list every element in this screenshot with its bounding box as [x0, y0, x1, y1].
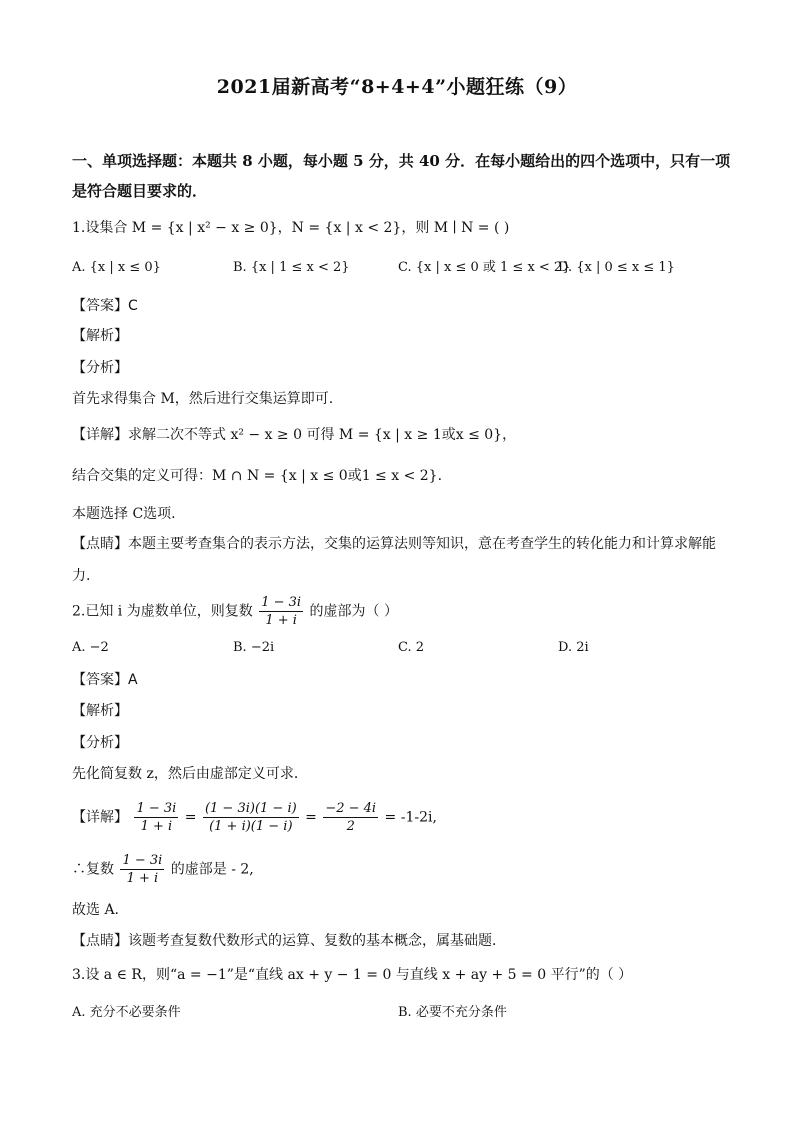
q1-detail: 【详解】求解二次不等式 x² − x ≥ 0 可得 M = {x | x ≥ 1或x ≤ 0}， — [72, 427, 517, 443]
fraction-denominator: 1 + i — [140, 819, 173, 834]
q2-detail-label: 【详解】 — [72, 809, 128, 826]
q1-fenxi-label: 【分析】 — [72, 360, 128, 376]
q2-fenxi-text: 先化简复数 z，然后由虚部定义可求． — [72, 766, 308, 782]
fraction-numerator: (1 − 3i)(1 − i) — [204, 801, 297, 816]
q2-stem-post: 的虚部为（ ） — [309, 603, 398, 620]
fraction-denominator: (1 + i)(1 − i) — [209, 819, 293, 834]
q1-jiexi-label: 【解析】 — [72, 328, 128, 344]
q1-answer: 【答案】C — [72, 298, 138, 314]
q2-therefore — [72, 852, 254, 887]
q2-therefore-pre: ∴复数 — [72, 861, 114, 878]
q2-dianjing: 【点睛】该题考查复数代数形式的运算、复数的基本概念，属基础题． — [72, 933, 506, 949]
q2-detail — [72, 800, 437, 835]
q1-option-c: C. {x | x ≤ 0 或 1 ≤ x < 2} — [398, 260, 571, 275]
q1-dianjing-2: 力. — [72, 568, 91, 584]
fraction-denominator: 1 + i — [126, 871, 159, 886]
q3-option-a: A. 充分不必要条件 — [72, 1005, 181, 1020]
equals-sign: = — [305, 809, 317, 826]
page-title: 2021届新高考“8+4+4”小题狂练（9） — [216, 76, 578, 98]
q1-option-a: A. {x | x ≤ 0} — [72, 260, 161, 275]
fraction-numerator: 1 − 3i — [261, 595, 302, 610]
question-2-stem — [72, 594, 398, 629]
q2-option-c: C. 2 — [398, 640, 425, 655]
question-1-stem: 1.设集合 M = {x | x² − x ≥ 0}，N = {x | x < 2}，则 M ∣ N = ( ) — [72, 220, 510, 236]
q3-option-b: B. 必要不充分条件 — [398, 1005, 507, 1020]
q2-therefore-fraction — [120, 852, 164, 887]
q2-detail-fraction-2 — [203, 800, 299, 835]
q1-fenxi-text: 首先求得集合 M，然后进行交集运算即可. — [72, 391, 334, 407]
q2-answer: 【答案】A — [72, 672, 138, 688]
q2-stem-fraction — [259, 594, 303, 629]
question-3-stem: 3.设 a ∈ R，则“a = −1”是“直线 ax + y − 1 = 0 与直线 x + ay + 5 = 0 平行”的（ ） — [72, 967, 633, 983]
equals-sign: = — [184, 809, 197, 826]
q2-fenxi-label: 【分析】 — [72, 735, 128, 751]
section-heading: 一、单项选择题：本题共 8 小题，每小题 5 分，共 40 分．在每小题给出的四个选项中，只有一项是符合题目要求的． — [72, 152, 731, 200]
q2-detail-fraction-3 — [323, 800, 378, 835]
q2-jiexi-label: 【解析】 — [72, 703, 128, 719]
fraction-denominator: 2 — [346, 819, 355, 834]
q2-therefore-post: 的虚部是 - 2, — [170, 861, 254, 878]
q2-choose: 故选 A. — [72, 902, 120, 918]
q2-option-b: B. −2i — [233, 640, 275, 655]
fraction-numerator: 1 − 3i — [136, 801, 177, 816]
q2-stem-pre: 2.已知 i 为虚数单位，则复数 — [72, 603, 253, 620]
q2-option-d: D. 2i — [558, 640, 589, 655]
q1-option-d: D. {x | 0 ≤ x ≤ 1} — [558, 260, 675, 275]
q2-option-a: A. −2 — [72, 640, 109, 655]
fraction-denominator: 1 + i — [265, 613, 297, 628]
fraction-numerator: −2 − 4i — [325, 801, 377, 816]
q1-detail-2: 结合交集的定义可得：M ∩ N = {x | x ≤ 0或1 ≤ x < 2}. — [72, 468, 443, 484]
fraction-numerator: 1 − 3i — [122, 853, 163, 868]
q1-option-b: B. {x | 1 ≤ x < 2} — [233, 260, 350, 275]
q2-detail-fraction-1 — [134, 800, 178, 835]
q2-detail-result: = -1-2i, — [384, 809, 437, 826]
q1-dianjing-1: 【点睛】本题主要考查集合的表示方法，交集的运算法则等知识，意在考查学生的转化能力和计算求解能 — [72, 536, 716, 552]
q1-choose: 本题选择 C选项. — [72, 506, 176, 522]
